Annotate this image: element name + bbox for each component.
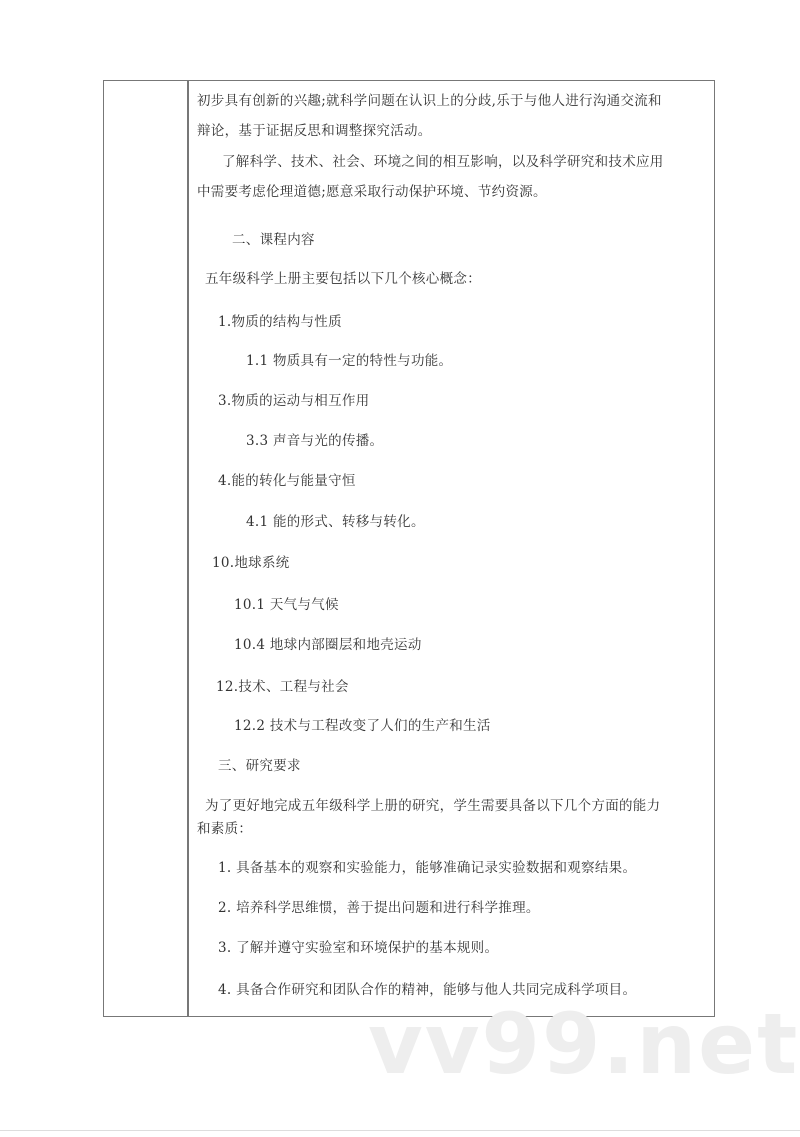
paragraph-line: 了解科学、技术、社会、环境之间的相互影响，以及科学研究和技术应用 xyxy=(222,154,664,170)
concept-subitem: 4.1 能的形式、转移与转化。 xyxy=(246,514,425,530)
paragraph-line: 五年级科学上册主要包括以下几个核心概念： xyxy=(205,271,481,287)
page-edge xyxy=(0,1130,800,1131)
requirement-item: 3. 了解并遵守实验室和环境保护的基本规则。 xyxy=(218,940,499,956)
concept-item: 10.地球系统 xyxy=(212,555,290,571)
table-column-divider xyxy=(187,80,189,1017)
concept-subitem: 3.3 声音与光的传播。 xyxy=(246,433,384,449)
concept-subitem: 10.4 地球内部圈层和地壳运动 xyxy=(234,637,422,653)
requirement-item: 4. 具备合作研究和团队合作的精神，能够与他人共同完成科学项目。 xyxy=(218,982,637,998)
paragraph-line: 中需要考虑伦理道德;愿意采取行动保护环境、节约资源。 xyxy=(197,184,547,200)
concept-item: 1.物质的结构与性质 xyxy=(218,314,342,330)
requirement-item: 2. 培养科学思维惯，善于提出问题和进行科学推理。 xyxy=(218,900,540,916)
concept-subitem: 10.1 天气与气候 xyxy=(234,597,339,613)
concept-subitem: 12.2 技术与工程改变了人们的生产和生活 xyxy=(234,718,491,734)
paragraph-line: 为了更好地完成五年级科学上册的研究，学生需要具备以下几个方面的能力 xyxy=(205,798,661,814)
section-heading: 二、课程内容 xyxy=(232,232,315,248)
section-heading: 三、研究要求 xyxy=(218,758,301,774)
paragraph-line: 和素质： xyxy=(197,821,253,837)
concept-item: 4.能的转化与能量守恒 xyxy=(218,473,356,489)
paragraph-line: 初步具有创新的兴趣;就科学问题在认识上的分歧,乐于与他人进行沟通交流和 xyxy=(197,93,662,109)
concept-item: 3.物质的运动与相互作用 xyxy=(218,393,370,409)
concept-item: 12.技术、工程与社会 xyxy=(216,679,349,695)
concept-subitem: 1.1 物质具有一定的特性与功能。 xyxy=(246,353,453,369)
requirement-item: 1. 具备基本的观察和实验能力，能够准确记录实验数据和观察结果。 xyxy=(218,860,637,876)
paragraph-line: 辩论，基于证据反思和调整探究活动。 xyxy=(197,123,432,139)
watermark: vv99.net xyxy=(368,995,800,1093)
